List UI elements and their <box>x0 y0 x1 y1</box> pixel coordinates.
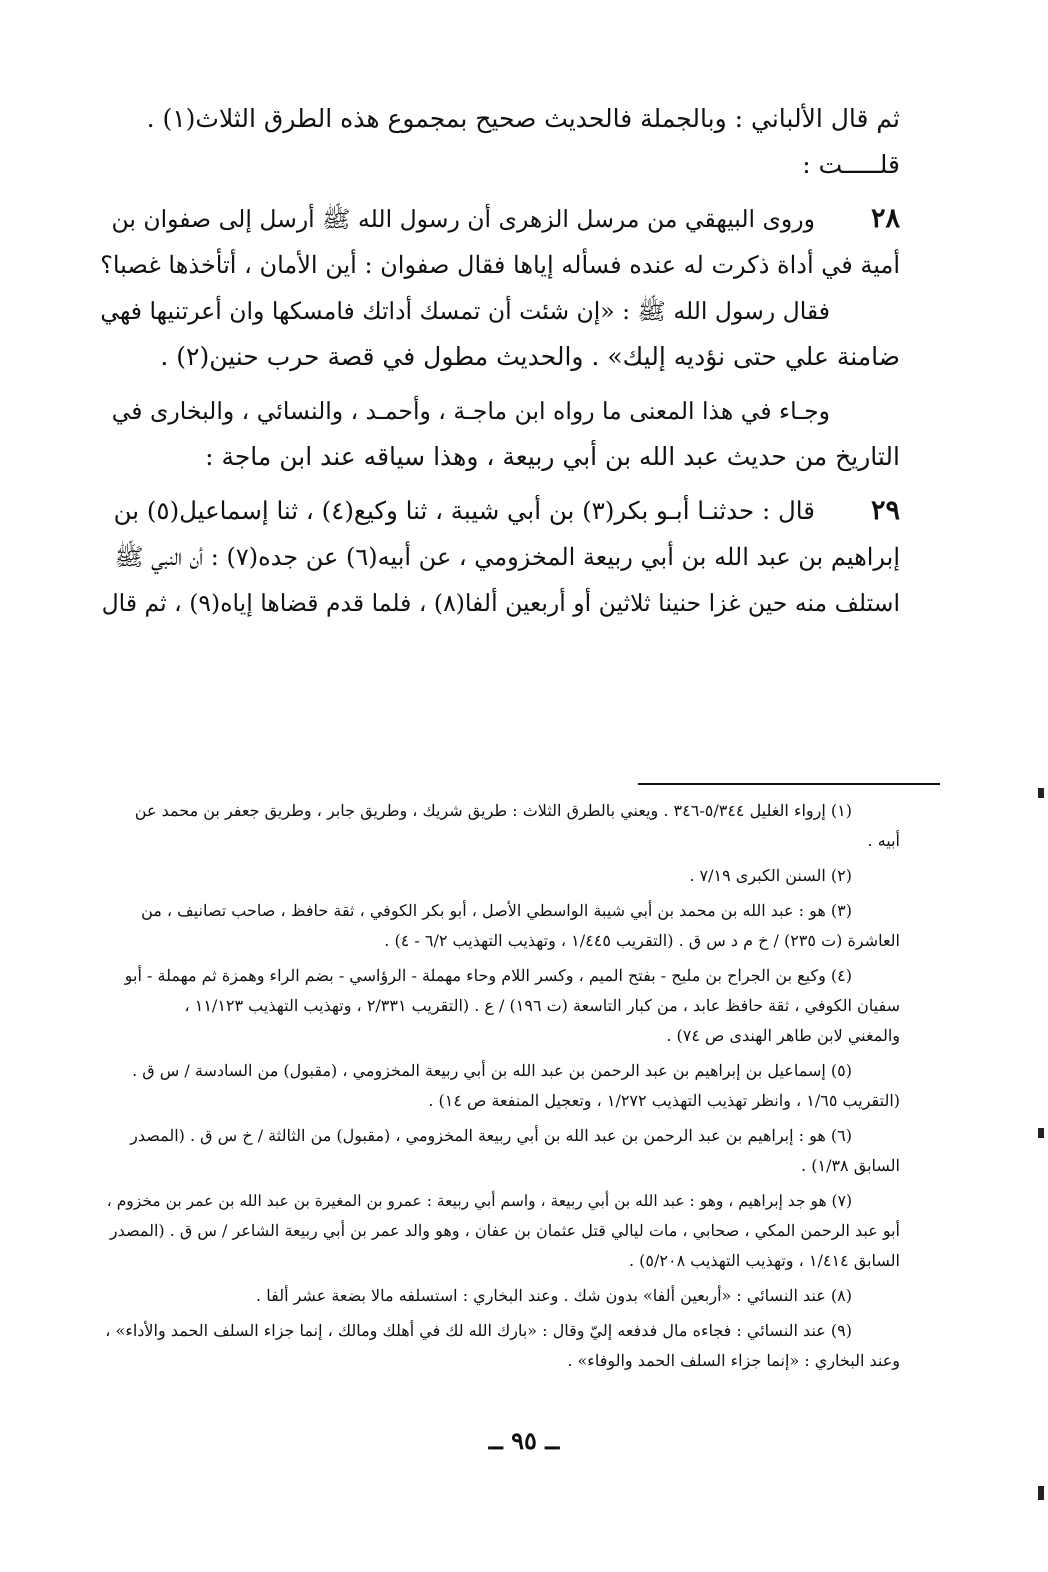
text-line <box>100 488 900 534</box>
footnote-9 <box>100 1316 900 1376</box>
text-line: ثم قال الألباني : وبالجملة فالحديث صحيح بمجموع هذه الطرق الثلاث(١) . <box>146 104 900 133</box>
footnote-6 <box>100 1121 900 1181</box>
footnote-line: السابق ١/٣٨) . <box>801 1156 900 1175</box>
text-line: استلف منه حين غزا حنينا ثلاثين أو أربعين ألفا(٨) ، فلما قدم قضاها إياه(٩) ، ثم قال <box>101 589 900 617</box>
footnote-line: (١) إرواء الغليل ٥/٣٤٤-٣٤٦ . ويعني بالطرق الثلاث : طريق شريك ، وطريق جابر ، وطريق جعفر بن محمد عن <box>134 801 852 820</box>
footnote-line: (٧) هو جد إبراهيم ، وهو : عبد الله بن أبي ربيعة ، واسم أبي ربيعة : عمرو بن المغيرة بن عبد الله بن عمر بن مخزوم ، <box>106 1192 852 1210</box>
footnote-line: (٩) عند النسائي : فجاءه مال فدفعه إليّ وقال : «بارك الله لك في أهلك ومالك ، إنما جزاء السلف الحمد والأداء» ، <box>105 1321 852 1340</box>
qultu-heading: قلـــــت : <box>802 150 900 179</box>
text-line: التاريخ من حديث عبد الله بن أبي ربيعة ، وهذا سياقه عند ابن ماجة : <box>205 442 900 471</box>
hadith-28 <box>100 196 900 380</box>
scan-edge-mark <box>1038 1486 1044 1500</box>
footnote-1 <box>100 796 900 856</box>
text-line: فقال رسول الله ﷺ : «إن شئت أن تمسك أداتك فامسكها وان أعرتنيها فهي <box>100 297 830 325</box>
scan-edge-mark <box>1038 1128 1044 1138</box>
page-number: ــ ٩٥ ــ <box>488 1426 560 1455</box>
footnote-line: والمغني لابن طاهر الهندى ص ٧٤) . <box>666 1026 900 1045</box>
text-line-content: قال : حدثنـا أبـو بكر(٣) بن أبي شيبة ، ثنا وكيع(٤) ، ثنا إسماعيل(٥) بن <box>113 496 815 525</box>
text-line: وجـاء في هذا المعنى ما رواه ابن ماجـة ، وأحمـد ، والنسائي ، والبخارى في <box>111 397 830 425</box>
main-body-text <box>100 96 900 626</box>
paragraph-wajaa <box>100 388 900 480</box>
text-line: ضامنة علي حتى نؤديه إليك» . والحديث مطول في قصة حرب حنين(٢) . <box>160 342 900 371</box>
footnote-line: (٨) عند النسائي : «أربعين ألفا» بدون شك . وعند البخاري : استسلفه مالا بضعة عشر ألفا . <box>256 1286 852 1305</box>
footnote-5 <box>100 1056 900 1116</box>
footnote-8 <box>100 1281 900 1311</box>
footnote-line: سفيان الكوفي ، ثقة حافظ عابد ، من كبار التاسعة (ت ١٩٦) / ع . (التقريب ٢/٣٣١ ، وتهذيب التهذيب ١١/١٢٣ ، <box>184 996 900 1015</box>
footnote-line: العاشرة (ت ٢٣٥) / خ م د س ق . (التقريب ١/٤٤٥ ، وتهذيب التهذيب ٦/٢ - ٤) . <box>384 931 900 950</box>
footnote-divider <box>638 783 940 785</box>
footnote-line: أبيه . <box>867 831 900 850</box>
footnote-line: وعند البخاري : «إنما جزاء السلف الحمد والوفاء» . <box>567 1351 900 1370</box>
footnote-7 <box>100 1186 900 1276</box>
text-line <box>100 196 900 242</box>
hadith-number-28: ٢٨ <box>870 203 900 234</box>
footnote-line: (٦) هو : إبراهيم بن عبد الرحمن بن عبد الله بن أبي ربيعة المخزومي ، (مقبول) من الثالثة / خ س ق . (المصدر <box>130 1126 852 1145</box>
text-line: أمية في أداة ذكرت له عنده فسأله إياها فقال صفوان : أين الأمان ، أتأخذها غصبا؟ <box>100 251 900 279</box>
footnotes <box>100 796 900 1381</box>
footnote-3 <box>100 896 900 956</box>
hadith-number-29: ٢٩ <box>870 495 900 526</box>
footnote-line: (٥) إسماعيل بن إبراهيم بن عبد الرحمن بن عبد الله بن أبي ربيعة المخزومي ، (مقبول) من السادسة / س ق . <box>132 1061 852 1080</box>
text-line: إبراهيم بن عبد الله بن أبي ربيعة المخزومي ، عن أبيه(٦) عن جده(٧) : أن النبي ﷺ <box>114 543 900 571</box>
footnote-line: (التقريب ١/٦٥ ، وانظر تهذيب التهذيب ١/٢٧٢ ، وتعجيل المنفعة ص ١٤) . <box>428 1091 900 1110</box>
footnote-line: (٤) وكيع بن الجراح بن مليح - بفتح الميم ، وكسر اللام وحاء مهملة - الرؤاسي - بضم الراء وهمزة ثم مهملة - أبو <box>124 966 852 985</box>
text-line-content: وروى البيهقي من مرسل الزهرى أن رسول الله ﷺ أرسل إلى صفوان بن <box>111 205 815 233</box>
footnote-line: السابق ١/٤١٤ ، وتهذيب التهذيب ٥/٢٠٨) . <box>628 1251 900 1270</box>
footnote-line: (٣) هو : عبد الله بن محمد بن أبي شيبة الواسطي الأصل ، أبو بكر الكوفي ، ثقة حافظ ، صاحب تصانيف ، من <box>141 901 852 920</box>
footnote-line: (٢) السنن الكبرى ٧/١٩ . <box>689 866 852 885</box>
hadith-29 <box>100 488 900 626</box>
footnote-line: أبو عبد الرحمن المكي ، صحابي ، مات ليالي قتل عثمان بن عفان ، وهو والد عمر بن أبي ربيعة الشاعر / س ق . (المصدر <box>109 1221 900 1240</box>
footnote-4 <box>100 961 900 1051</box>
scan-edge-mark <box>1038 788 1044 798</box>
footnote-2 <box>100 861 900 891</box>
